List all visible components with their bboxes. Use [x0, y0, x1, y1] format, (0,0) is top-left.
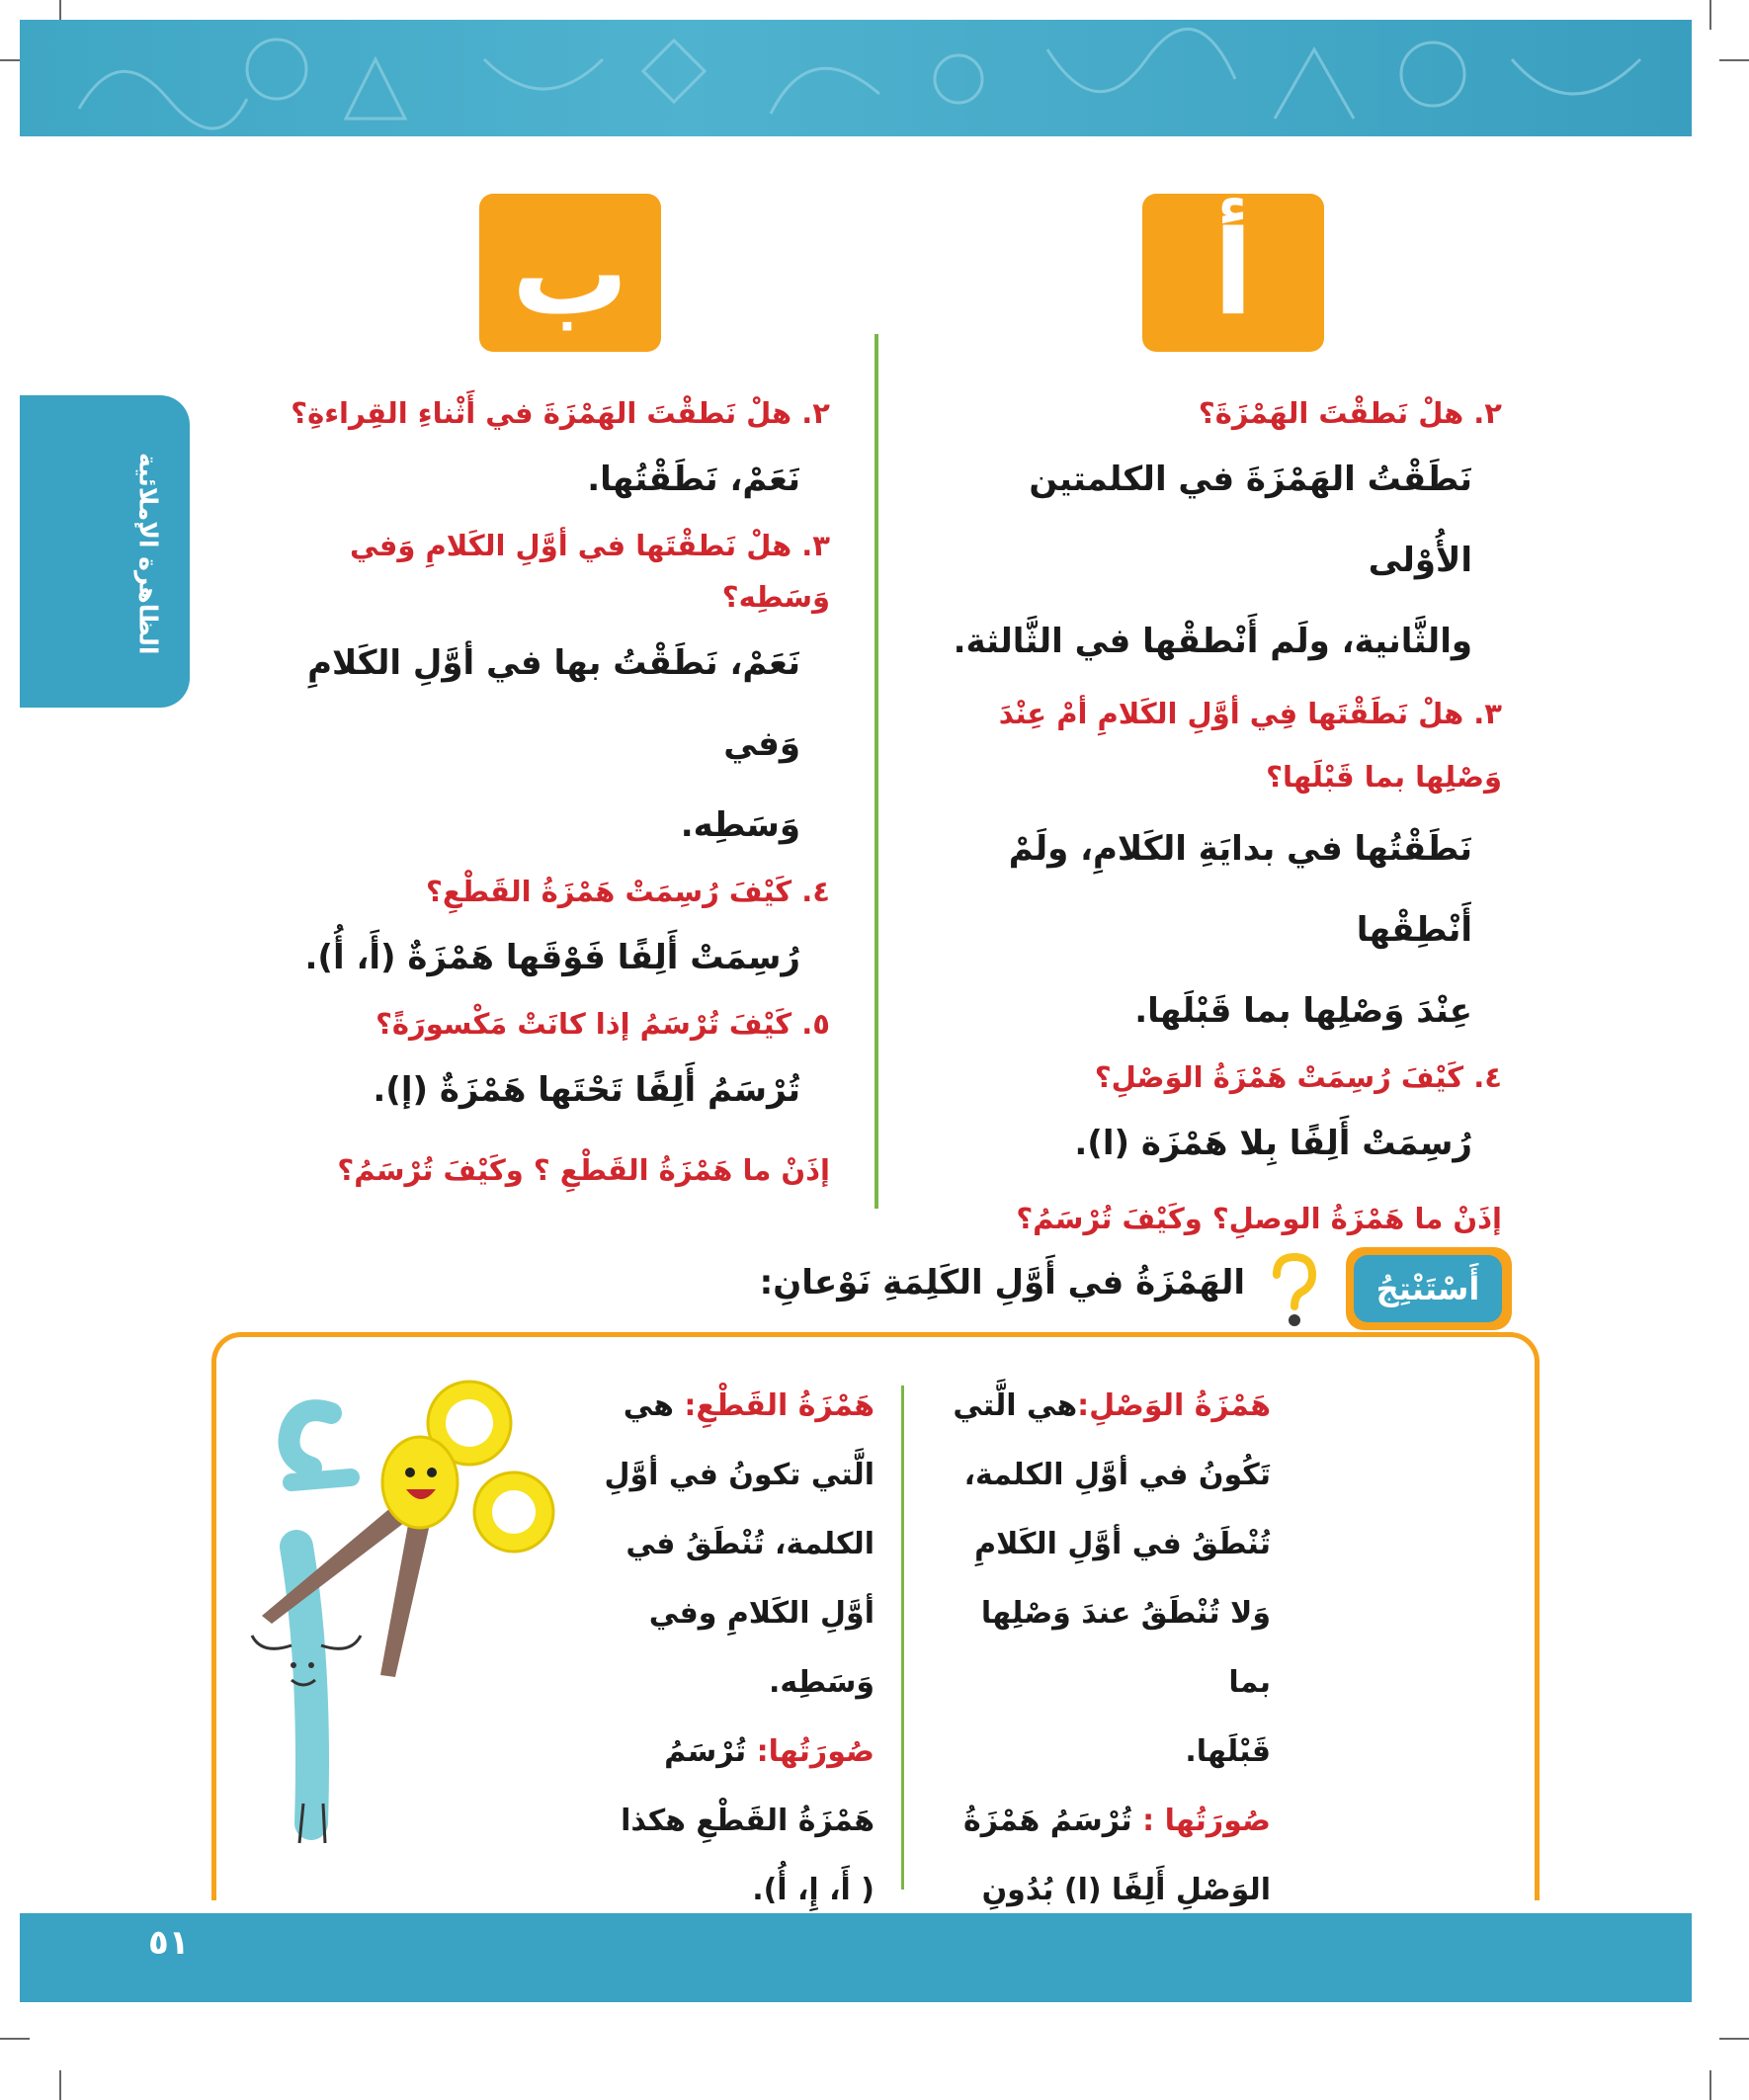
- question-mark-icon: [1269, 1253, 1318, 1330]
- definition-line: قَبْلَها.: [1185, 1734, 1271, 1769]
- answer-line: نَطَقْتُها في بدايَةِ الكَلامِ، ولَمْ أَنْطِقْها: [1008, 829, 1472, 950]
- answer-line: نَعَمْ، نَطَقْتُها.: [587, 460, 800, 499]
- top-banner: [20, 20, 1692, 136]
- question: ٣. هلْ نَطقْتَها في أوَّلِ الكَلامِ وَفي وَسَطِه؟: [350, 529, 830, 614]
- definition-text: هي الَّتي: [953, 1388, 1078, 1423]
- answer-line: نَعَمْ، نَطَقْتُ بها في أوَّلِ الكَلامِ وَفي: [307, 643, 800, 764]
- question: ٥. كَيْفَ تُرْسَمُ إذا كانَتْ مَكْسورَةً؟: [375, 1007, 830, 1041]
- shape-label: صُورَتُها:: [756, 1734, 874, 1769]
- crop-mark: [1719, 59, 1749, 61]
- sidebar-tab-label: الظاهرة الإملائية: [133, 452, 163, 655]
- column-b: [257, 387, 830, 1210]
- definition-text: هي: [623, 1388, 674, 1423]
- shape-text: تُرْسَمُ هَمْزَةُ: [963, 1804, 1132, 1838]
- calligraphy-pattern-icon: [20, 20, 1692, 136]
- shape-label: صُورَتُها :: [1142, 1804, 1271, 1838]
- section-a-badge: أ: [1142, 194, 1324, 352]
- definition-line: [949, 1372, 1271, 1441]
- bottom-band: [20, 1913, 1692, 2002]
- shape-text: تُرْسَمُ: [664, 1734, 747, 1769]
- scissors-mascot-icon: [242, 1379, 568, 1853]
- definition-line: أوَّلِ الكَلامِ وفي: [648, 1596, 874, 1631]
- answer-line: تُرْسَمُ أَلِفًا تَحْتَها هَمْزَةٌ (إ).: [373, 1070, 800, 1110]
- question: ٤. كَيْفَ رُسِمَتْ هَمْزَةُ الوَصْلِ؟: [1094, 1060, 1502, 1094]
- conclude-row: [731, 1247, 1512, 1330]
- definition-line: وَلا تُنْطَقُ عندَ وَصْلِها بما: [980, 1596, 1271, 1700]
- definition-term: هَمْزَةُ الوَصْلِ:: [1077, 1388, 1271, 1423]
- definition-line: الكلمة، تُنْطَقُ في: [625, 1527, 874, 1561]
- crop-mark: [0, 2038, 30, 2040]
- conclude-text: الهَمْزَةُ في أَوَّلِ الكَلِمَةِ نَوْعانِ:: [759, 1263, 1245, 1302]
- question: ٣. هلْ نَطَقْتَها فِي أوَّلِ الكَلامِ أمْ عِنْدَ وَصْلِها بما قَبْلَها؟: [998, 697, 1502, 794]
- question: ٤. كَيْفَ رُسِمَتْ هَمْزَةُ القَطْعِ؟: [426, 875, 830, 908]
- definition-line: هَمْزَةُ القَطْعِ هكذا: [621, 1804, 874, 1838]
- conclude-badge: [1346, 1247, 1512, 1330]
- crop-mark: [1709, 0, 1711, 30]
- definition-line: [578, 1718, 874, 1787]
- definition-line: [578, 1372, 874, 1441]
- column-divider: [874, 334, 878, 1209]
- definition-line: تَكُونُ في أوَّلِ الكلمة،: [963, 1458, 1271, 1492]
- answer-line: عِنْدَ وَصْلِها بما قَبْلَها.: [1134, 991, 1472, 1031]
- section-b-badge: ب: [479, 194, 661, 352]
- answer-line: رُسِمَتْ أَلِفًا فَوْقَها هَمْزَةٌ (أَ، أُ).: [304, 938, 800, 977]
- answer-line: رُسِمَتْ أَلِفًا بِلا هَمْزَة (ا).: [1074, 1124, 1472, 1163]
- question: ٢. هلْ نَطقْتَ الهَمْزَةَ؟: [1198, 396, 1502, 430]
- definition-term: هَمْزَةُ القَطْعِ:: [684, 1388, 874, 1423]
- definition-qat: [578, 1372, 874, 1925]
- definition-line: [949, 1787, 1271, 1856]
- answer-line: وَسَطِه.: [680, 805, 800, 845]
- crop-mark: [59, 2070, 61, 2100]
- crop-mark: [1709, 2070, 1711, 2100]
- definition-line: الوَصْلِ أَلِفًا (ا) بُدُونِ: [981, 1873, 1271, 1907]
- question: ٢. هلْ نَطقْتَ الهَمْزَةَ في أَثْناءِ القِراءةِ؟: [291, 396, 830, 430]
- answer-line: نَطَقْتُ الهَمْزَةَ في الكلمتين الأُوْلى: [1029, 460, 1472, 580]
- definition-line: وَسَطِه.: [769, 1665, 874, 1700]
- page-number: ٥١: [148, 1923, 190, 1963]
- definitions-divider: [901, 1386, 904, 1890]
- answer-line: والثَّانية، ولَم أَنْطقْها في الثَّالثة.: [953, 622, 1472, 661]
- definition-line: تُنْطَقُ في أوَّلِ الكَلامِ: [974, 1527, 1271, 1561]
- summary-question: إذَنْ ما هَمْزَةُ الوصلِ؟ وكَيْفَ تُرْسَمُ؟: [1016, 1202, 1502, 1235]
- definition-line: ( أَ، إِ، أُ).: [752, 1873, 874, 1907]
- definition-wasl: [949, 1372, 1271, 1994]
- summary-question: إذَنْ ما هَمْزَةُ القَطْعِ ؟ وكَيْفَ تُرْسَمُ؟: [337, 1153, 830, 1187]
- column-a: [919, 387, 1502, 1253]
- definition-line: الَّتي تكونُ في أوَّلِ: [604, 1458, 874, 1492]
- crop-mark: [1719, 2038, 1749, 2040]
- conclude-badge-label: أَسْتَنْتِجُ: [1354, 1255, 1502, 1322]
